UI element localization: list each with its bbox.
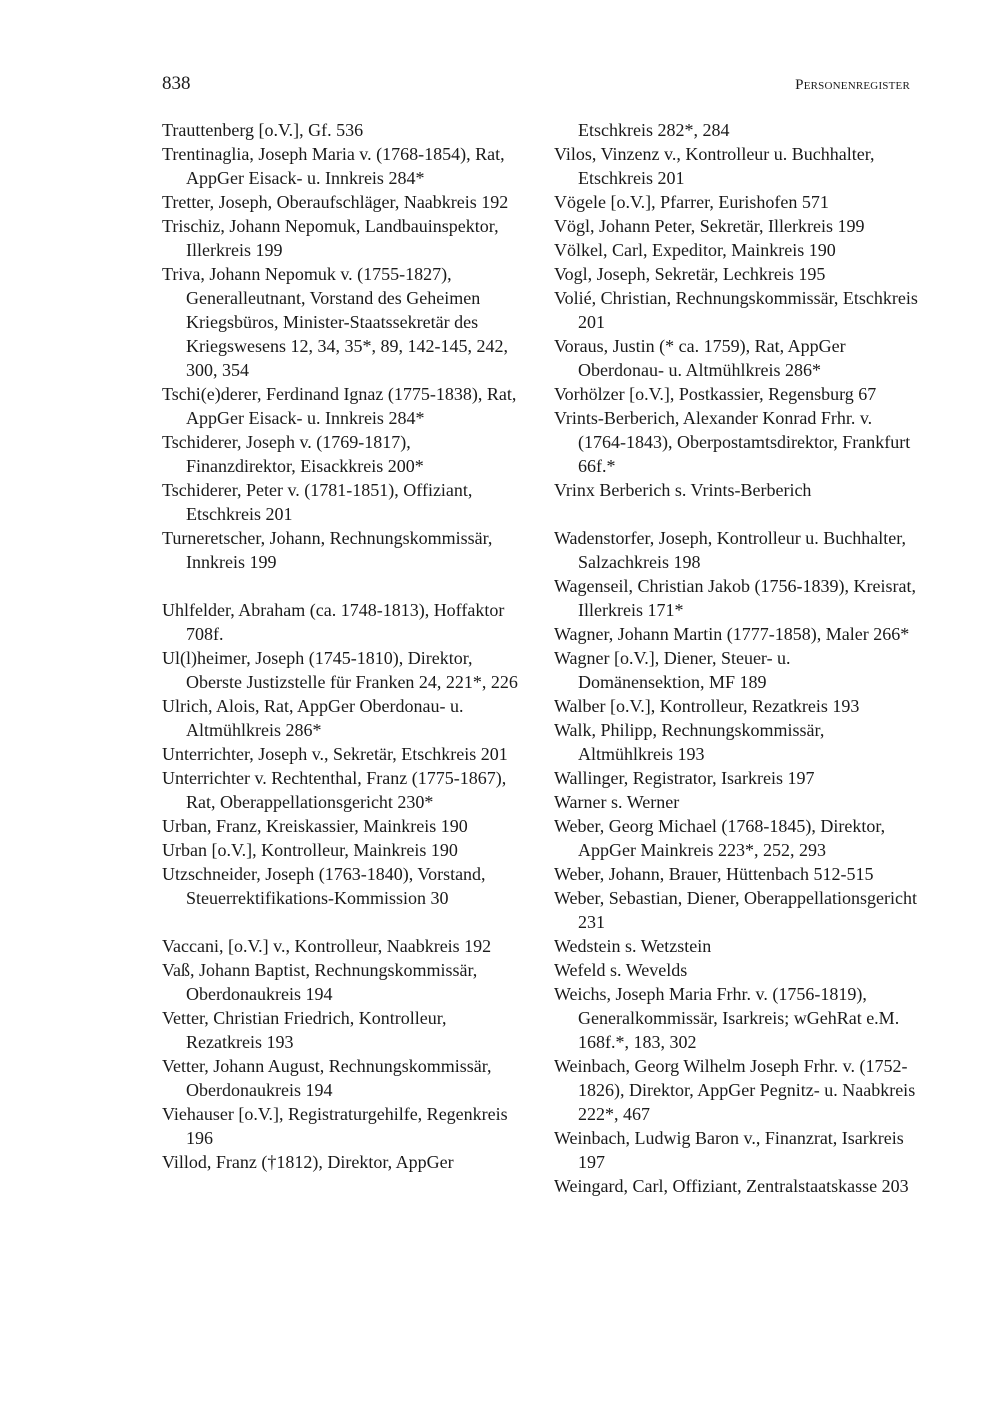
index-entry: Turneretscher, Johann, Rechnungskommissär, Innkreis 199 (162, 528, 493, 572)
index-entry: Tschiderer, Peter v. (1781-1851), Offiziant, Etschkreis 201 (162, 480, 473, 524)
index-entry: Völkel, Carl, Expeditor, Mainkreis 190 (554, 240, 836, 260)
index-entry: Wagenseil, Christian Jakob (1756-1839), Kreisrat, Illerkreis 171* (554, 576, 916, 620)
index-entry: Tretter, Joseph, Oberaufschläger, Naabkreis 192 (162, 192, 509, 212)
index-entry: Trauttenberg [o.V.], Gf. 536 (162, 120, 364, 140)
index-entry: Wallinger, Registrator, Isarkreis 197 (554, 768, 815, 788)
index-entry: Viehauser [o.V.], Registraturgehilfe, Regenkreis 196 (162, 1104, 508, 1148)
index-entry: Vögl, Johann Peter, Sekretär, Illerkreis 199 (554, 216, 865, 236)
index-entry: Vaß, Johann Baptist, Rechnungskommissär, Oberdonaukreis 194 (162, 960, 478, 1004)
index-entry: Weichs, Joseph Maria Frhr. v. (1756-1819), Generalkommissär, Isarkreis; wGehRat e.M. 168f.*, 183, 302 (554, 984, 900, 1052)
index-entry: Tschi(e)derer, Ferdinand Ignaz (1775-1838), Rat, AppGer Eisack- u. Innkreis 284* (162, 384, 517, 428)
index-entry: Wagner, Johann Martin (1777-1858), Maler 266* (554, 624, 910, 644)
index-entry: Weinbach, Georg Wilhelm Joseph Frhr. v. (1752-1826), Direktor, AppGer Pegnitz- u. Naabkreis 222*, 467 (554, 1056, 916, 1124)
index-entry: Ul(l)heimer, Joseph (1745-1810), Direktor, Oberste Justizstelle für Franken 24, 221*, 226 (162, 648, 518, 692)
index-entry: Wagner [o.V.], Diener, Steuer- u. Domänensektion, MF 189 (554, 648, 791, 692)
index-entry: Weber, Johann, Brauer, Hüttenbach 512-515 (554, 864, 874, 884)
index-entry: Vetter, Christian Friedrich, Kontrolleur, Rezatkreis 193 (162, 1008, 447, 1052)
index-entry: Weinbach, Ludwig Baron v., Finanzrat, Isarkreis 197 (554, 1128, 904, 1172)
index-entry: Trischiz, Johann Nepomuk, Landbauinspektor, Illerkreis 199 (162, 216, 499, 260)
index-entry: Uhlfelder, Abraham (ca. 1748-1813), Hoffaktor 708f. (162, 600, 505, 644)
index-entry: Wedstein s. Wetzstein (554, 936, 712, 956)
index-entry: Unterrichter, Joseph v., Sekretär, Etschkreis 201 (162, 744, 508, 764)
index-entry: Vilos, Vinzenz v., Kontrolleur u. Buchhalter, Etschkreis 201 (554, 144, 875, 188)
index-entry: Weingard, Carl, Offiziant, Zentralstaatskasse 203 (554, 1176, 909, 1196)
letter-group-gap (162, 910, 524, 934)
index-entry: Walber [o.V.], Kontrolleur, Rezatkreis 193 (554, 696, 860, 716)
index-entry: Utzschneider, Joseph (1763-1840), Vorstand, Steuerrektifikations-Kommission 30 (162, 864, 486, 908)
index-entry: Etschkreis 282*, 284 (578, 120, 730, 140)
index-entry: Trentinaglia, Joseph Maria v. (1768-1854), Rat, AppGer Eisack- u. Innkreis 284* (162, 144, 505, 188)
index-entry: Ulrich, Alois, Rat, AppGer Oberdonau- u. Altmühlkreis 286* (162, 696, 464, 740)
letter-group-gap (162, 574, 524, 598)
index-entry: Weber, Sebastian, Diener, Oberappellationsgericht 231 (554, 888, 917, 932)
index-entry: Vogl, Joseph, Sekretär, Lechkreis 195 (554, 264, 826, 284)
letter-group-gap (554, 502, 920, 526)
index-entry: Vrinx Berberich s. Vrints-Berberich (554, 480, 812, 500)
index-entry: Urban, Franz, Kreiskassier, Mainkreis 190 (162, 816, 468, 836)
page-header (162, 73, 910, 95)
index-entry: Vrints-Berberich, Alexander Konrad Frhr. v. (1764-1843), Oberpostamtsdirektor, Frankfurt 66f.* (554, 408, 911, 476)
index-entry: Villod, Franz (†1812), Direktor, AppGer (162, 1152, 454, 1172)
index-entry: Vögele [o.V.], Pfarrer, Eurishofen 571 (554, 192, 829, 212)
index-entry: Vetter, Johann August, Rechnungskommissär, Oberdonaukreis 194 (162, 1056, 492, 1100)
index-entry: Wadenstorfer, Joseph, Kontrolleur u. Buchhalter, Salzachkreis 198 (554, 528, 907, 572)
index-entry: Volié, Christian, Rechnungskommissär, Etschkreis 201 (554, 288, 918, 332)
index-entry: Vaccani, [o.V.] v., Kontrolleur, Naabkreis 192 (162, 936, 492, 956)
index-entry: Walk, Philipp, Rechnungskommissär, Altmühlkreis 193 (554, 720, 825, 764)
index-entry: Wefeld s. Wevelds (554, 960, 688, 980)
index-entry: Urban [o.V.], Kontrolleur, Mainkreis 190 (162, 840, 458, 860)
index-column-right (554, 118, 920, 1198)
index-entry: Vorhölzer [o.V.], Postkassier, Regensburg 67 (554, 384, 877, 404)
index-entry: Triva, Johann Nepomuk v. (1755-1827), Generalleutnant, Vorstand des Geheimen Kriegsbüros, Minister-Staatssekretär des Kriegswesens 12, 34, 35*, 89, 142-145, 242, 300, 354 (162, 264, 508, 380)
index-entry: Warner s. Werner (554, 792, 680, 812)
running-head: Personenregister (795, 77, 910, 93)
index-entry: Voraus, Justin (* ca. 1759), Rat, AppGer Oberdonau- u. Altmühlkreis 286* (554, 336, 846, 380)
index-column-left (162, 118, 524, 1174)
page-number: 838 (162, 73, 191, 94)
index-entry: Unterrichter v. Rechtenthal, Franz (1775-1867), Rat, Oberappellationsgericht 230* (162, 768, 507, 812)
index-entry: Tschiderer, Joseph v. (1769-1817), Finanzdirektor, Eisackkreis 200* (162, 432, 424, 476)
index-entry: Weber, Georg Michael (1768-1845), Direktor, AppGer Mainkreis 223*, 252, 293 (554, 816, 886, 860)
